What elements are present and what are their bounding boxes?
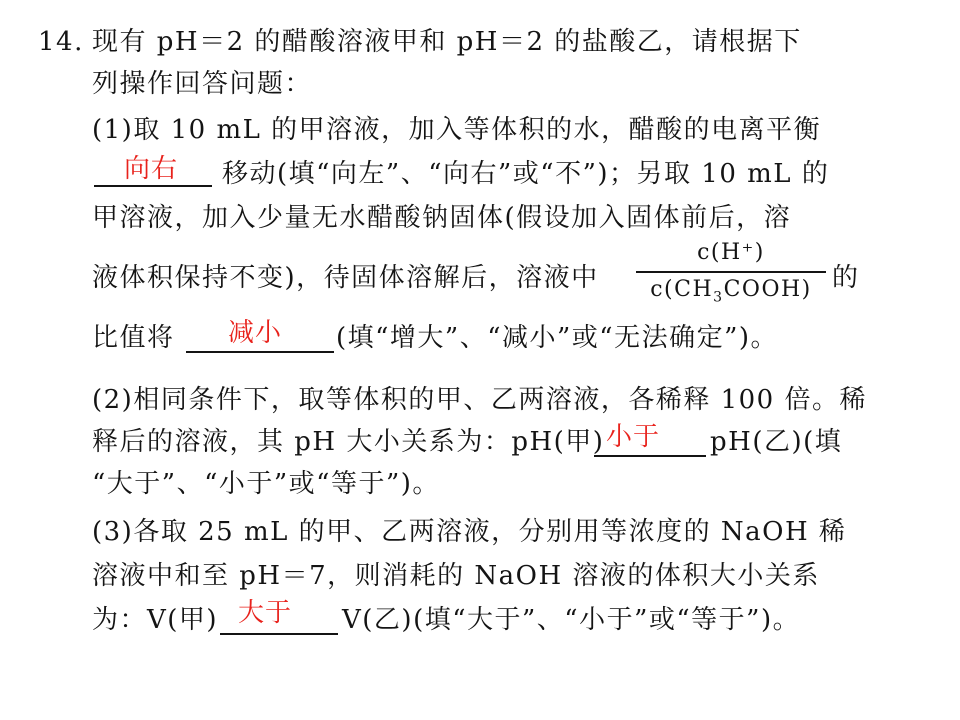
- part2-text-3: “大于”、“小于”或“等于”)。: [92, 469, 440, 499]
- part2-text-1: (2)相同条件下，取等体积的甲、乙两溶液，各稀释 100 倍。稀: [92, 385, 867, 415]
- part1-text-4: 液体积保持不变)，待固体溶解后，溶液中: [92, 263, 599, 293]
- part1-text-5b: (填“增大”、“减小”或“无法确定”)。: [336, 323, 779, 353]
- part3-text-2: 溶液中和至 pH＝7，则消耗的 NaOH 溶液的体积大小关系: [92, 561, 820, 591]
- part1-text-1: (1)取 10 mL 的甲溶液，加入等体积的水，醋酸的电离平衡: [92, 115, 822, 145]
- fraction-numerator: c(H⁺): [697, 240, 765, 265]
- part2-text-2: 释后的溶液，其 pH 大小关系为：pH(甲): [92, 427, 605, 457]
- intro-text-1: 现有 pH＝2 的醋酸溶液甲和 pH＝2 的盐酸乙，请根据下: [92, 27, 802, 57]
- fraction-bar: [636, 271, 826, 273]
- question-number: 14.: [38, 27, 84, 57]
- part3-text-3b: V(乙)(填“大于”、“小于”或“等于”)。: [342, 605, 801, 635]
- answer-1: 向右: [124, 154, 179, 184]
- blank-4[interactable]: [220, 633, 338, 635]
- answer-2: 减小: [228, 318, 283, 348]
- answer-3: 小于: [606, 422, 661, 452]
- part1-text-3: 甲溶液，加入少量无水醋酸钠固体(假设加入固体前后，溶: [92, 203, 792, 233]
- answer-4: 大于: [238, 598, 293, 628]
- part1-text-4b: 的: [832, 263, 860, 293]
- part3-text-3: 为：V(甲): [92, 605, 219, 635]
- part1-text-5: 比值将: [92, 323, 175, 353]
- part3-text-1: (3)各取 25 mL 的甲、乙两溶液，分别用等浓度的 NaOH 稀: [92, 517, 847, 547]
- part2-text-2b: pH(乙)(填: [710, 427, 843, 457]
- part1-text-2: 移动(填“向左”、“向右”或“不”)；另取 10 mL 的: [222, 159, 830, 189]
- intro-text-2: 列操作回答问题：: [92, 69, 313, 99]
- fraction-denominator: $c(CH_3COOH)$: [650, 277, 812, 306]
